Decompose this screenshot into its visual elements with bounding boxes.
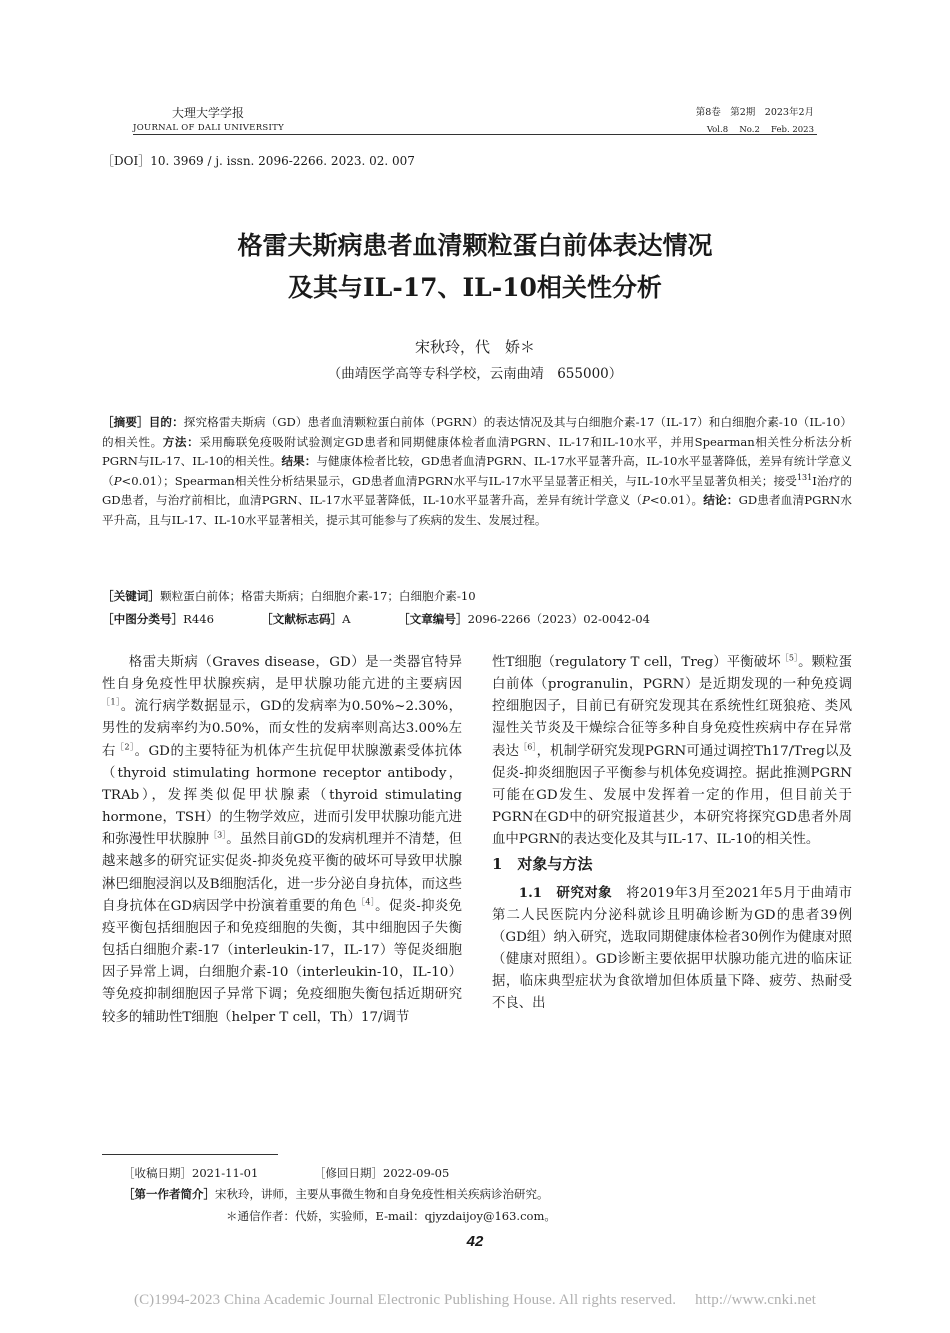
reference-2[interactable]: ［2］ bbox=[115, 742, 135, 752]
reference-6[interactable]: ［6］ bbox=[519, 742, 537, 752]
keywords-line bbox=[102, 588, 476, 604]
doi-value: 10. 3969 / j. issn. 2096-2266. 2023. 02. 007 bbox=[150, 154, 415, 168]
results-text-c: <0.01）；Spearman相关性分析结果显示，GD患者血清PGRN水平与IL-17水平呈显著正相关，与IL-10水平呈显著负相关；接受 bbox=[121, 473, 797, 488]
intro-text-3: 。GD的主要特征为机体产生抗促甲状腺激素受体抗体（thyroid stimulating hormone receptor antibody，TRAb），发挥类似促甲状腺素（thyroid stimulating hormone，TSH）的生物学效应，进而引发甲状腺功能亢进和弥漫性甲状腺肿 bbox=[102, 743, 463, 848]
issue-info-en: Vol.8 No.2 Feb. 2023 bbox=[706, 125, 814, 135]
conclusion-text: GD患者血清PGRN水平升高，且与IL-17、IL-10水平显著相关，提示其可能参与了疾病的发生、发展过程。 bbox=[102, 493, 852, 527]
clc-label: ［中图分类号］ bbox=[102, 612, 184, 626]
isotope-superscript: 131 bbox=[796, 472, 813, 482]
intro-text-4: 。虽然目前GD的发病机理并不清楚，但越来越多的研究证实促炎-抑炎免疫平衡的破坏可导致甲状腺淋巴细胞浸润以及B细胞活化，进一步分泌自身抗体，而这些自身抗体在GD病因学中扮演着重要的角色 bbox=[102, 832, 463, 914]
body-left-column bbox=[102, 652, 462, 1029]
objective-text: 探究格雷夫斯病（GD）患者血清颗粒蛋白前体（PGRN）的表达情况及其与白细胞介素-17（IL-17）和白细胞介素-10（IL-10）的相关性。 bbox=[102, 415, 852, 449]
reference-4[interactable]: ［4］ bbox=[357, 897, 376, 907]
copyright-watermark: (C)1994-2023 China Academic Journal Electronic Publishing House. All rights reserved. http://www.cnki.net bbox=[133, 1292, 816, 1308]
p-symbol: P bbox=[113, 473, 122, 488]
results-text-a: 与健康体检者比较，GD患者血清PGRN、IL-17水平显著升高，IL-10水平显著降低，差异有统计学意义（ bbox=[102, 454, 852, 488]
doc-code-label: ［文献标志码］ bbox=[261, 612, 343, 626]
journal-name-cn: 大理大学学报 bbox=[172, 106, 245, 120]
body-right-column bbox=[492, 652, 852, 1016]
objective-label: 目的： bbox=[148, 415, 184, 429]
intro-text-7: 。颗粒蛋白前体（progranulin，PGRN）是近期发现的一种免疫调控细胞因子，目前已有研究发现其在系统性红斑狼疮、类风湿性关节炎及干燥综合征等多种自身免疫性疾病中存在异常表达 bbox=[492, 655, 853, 759]
results-text-d: I治疗的GD患者，与治疗前相比，血清PGRN、IL-17水平显著降低，IL-10水平显著升高，差异有统计学意义（ bbox=[102, 473, 852, 507]
intro-text-1: 格雷夫斯病（Graves disease，GD）是一类器官特异性自身免疫性甲状腺疾病，是甲状腺功能亢进的主要病因 bbox=[102, 655, 462, 693]
methods-label: 方法： bbox=[162, 434, 200, 449]
reference-5[interactable]: ［5］ bbox=[780, 653, 799, 663]
header-rule bbox=[133, 134, 817, 135]
abstract-label: ［摘要］ bbox=[102, 415, 149, 429]
doc-code-line bbox=[261, 611, 351, 627]
intro-text-8: ，机制学研究发现PGRN可通过调控Th17/Treg以及促炎-抑炎细胞因子平衡参与机体免疫调控。据此推测PGRN可能在GD发生、发展中发挥着一定的作用，但目前关于PGRN在GD中的研究报道甚少，本研究将探究GD患者外周血中PGRN的表达变化及其与IL-17、IL-10的相关性。 bbox=[492, 743, 853, 848]
footnote-rule bbox=[102, 1154, 278, 1155]
clc-value: R446 bbox=[183, 612, 215, 626]
journal-name-en: JOURNAL OF DALI UNIVERSITY bbox=[133, 123, 285, 133]
subsection-1-1-label: 1.1 研究对象 bbox=[518, 884, 613, 901]
keywords-label: ［关键词］ bbox=[102, 589, 160, 603]
article-title-line-1: 格雷夫斯病患者血清颗粒蛋白前体表达情况 bbox=[237, 231, 713, 260]
issue-info-cn: 第8卷 第2期 2023年2月 bbox=[695, 107, 814, 118]
doi-line bbox=[102, 152, 415, 169]
intro-text-2: 。流行病学数据显示，GD的发病率为0.50%~2.30%，男性的发病率约为0.50%，而女性的发病率则高达3.00%左右 bbox=[102, 699, 462, 759]
first-author-bio bbox=[123, 1186, 549, 1202]
article-number-label: ［文章编号］ bbox=[398, 612, 468, 626]
intro-text-5: 。促炎-抑炎免疫平衡包括细胞因子和免疫细胞的失衡，其中细胞因子失衡包括白细胞介素-17（interleukin-17，IL-17）等促炎细胞因子异常上调，白细胞介素-10（interleukin-10，IL-10）等免疫抑制细胞因子异常下调；免疫细胞失衡包括近期研究较多的辅助性T细胞（helper T cell，Th）17/调节 bbox=[102, 898, 462, 1025]
results-text-f: <0.01）。 bbox=[649, 493, 704, 507]
article-number-line bbox=[398, 611, 650, 627]
revised-value: 2022-09-05 bbox=[383, 1166, 450, 1180]
results-label: 结果： bbox=[281, 454, 317, 468]
subsection-1-1 bbox=[492, 882, 852, 1016]
affiliation: （曲靖医学高等专科学校，云南曲靖 655000） bbox=[327, 366, 623, 382]
authors: 宋秋玲，代 娇＊ bbox=[414, 338, 535, 356]
intro-continued bbox=[492, 652, 852, 851]
revised-label: ［修回日期］ bbox=[314, 1166, 383, 1180]
doc-code-value: A bbox=[342, 612, 351, 626]
received-date bbox=[123, 1165, 258, 1181]
article-title-line-2: 及其与IL-17、IL-10相关性分析 bbox=[288, 273, 662, 302]
page-number: 42 bbox=[466, 1233, 484, 1250]
conclusion-label: 结论： bbox=[703, 493, 739, 507]
intro-paragraph bbox=[102, 652, 462, 1029]
doi-label: ［DOI］ bbox=[102, 154, 151, 168]
clc-line bbox=[102, 611, 214, 627]
revised-date bbox=[314, 1165, 449, 1181]
p-symbol: P bbox=[642, 493, 650, 507]
bio-label: ［第一作者简介］ bbox=[123, 1187, 215, 1201]
methods-text: 采用酶联免疫吸附试验测定GD患者和同期健康体检者血清PGRN、IL-17和IL-10水平，并用Spearman相关性分析法分析PGRN与IL-17、IL-10的相关性。 bbox=[102, 434, 852, 468]
section-heading-1: 1 对象与方法 bbox=[492, 855, 593, 874]
keywords-value: 颗粒蛋白前体；格雷夫斯病；白细胞介素-17；白细胞介素-10 bbox=[159, 589, 476, 603]
received-value: 2021-11-01 bbox=[192, 1166, 259, 1180]
bio-text: 宋秋玲，讲师，主要从事微生物和自身免疫性相关疾病诊治研究。 bbox=[215, 1187, 549, 1201]
intro-text-6: 性T细胞（regulatory T cell，Treg）平衡破坏 bbox=[492, 655, 781, 670]
reference-3[interactable]: ［3］ bbox=[209, 830, 227, 840]
received-label: ［收稿日期］ bbox=[123, 1166, 192, 1180]
subsection-1-1-text: 将2019年3月至2021年5月于曲靖市第二人民医院内分泌科就诊且明确诊断为GD的患者39例（GD组）纳入研究，选取同期健康体检者30例作为健康对照（健康对照组）。GD诊断主要依据甲状腺功能亢进的临床证据，临床典型症状为食欲增加但体质量下降、疲劳、热耐受不良、出 bbox=[492, 885, 853, 1012]
article-number-value: 2096-2266（2023）02-0042-04 bbox=[467, 612, 651, 626]
corresponding-author: ＊通信作者：代娇，实验师，E-mail：qjyzdaijoy@163.com。 bbox=[226, 1209, 556, 1223]
abstract bbox=[102, 413, 852, 530]
reference-1[interactable]: ［1］ bbox=[102, 697, 121, 707]
